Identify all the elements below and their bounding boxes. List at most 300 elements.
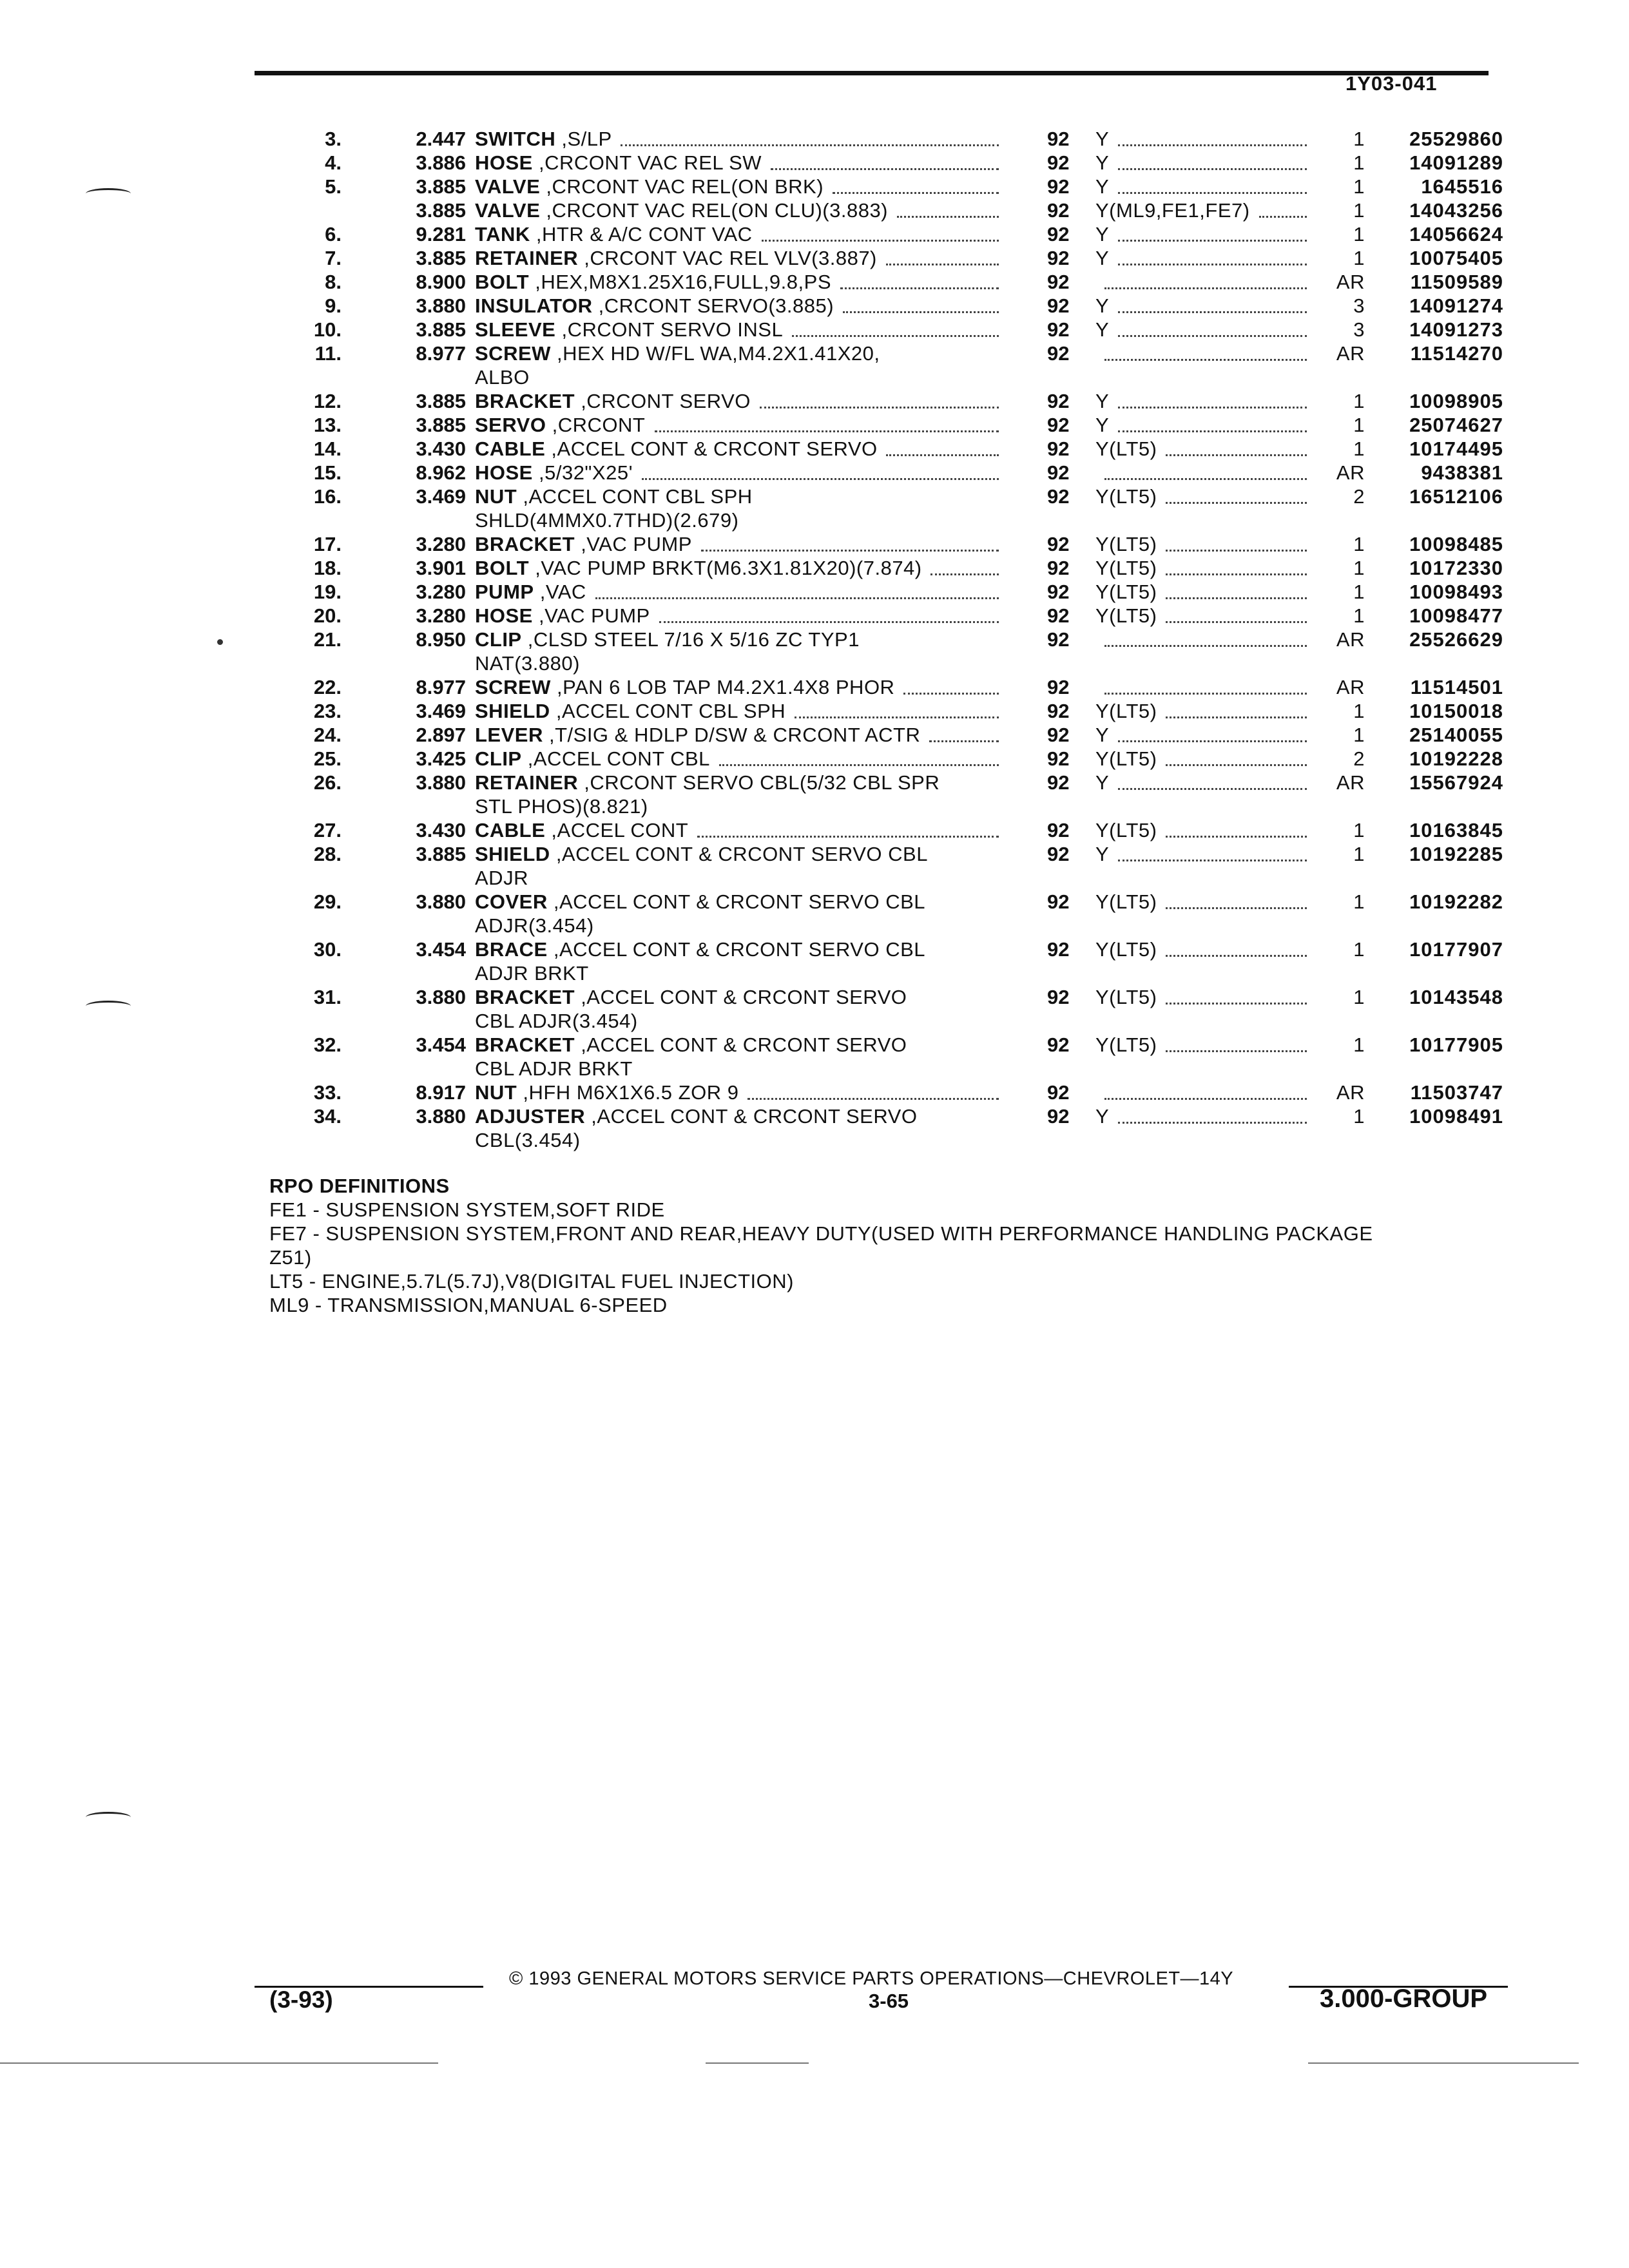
group-number: 3.885 — [416, 414, 466, 436]
binder-mark — [86, 1001, 131, 1012]
quantity: 1 — [1353, 819, 1365, 841]
quantity: 1 — [1353, 986, 1365, 1008]
model-year: 92 — [1047, 223, 1070, 245]
part-number: 14091273 — [1409, 318, 1503, 341]
group-number: 3.280 — [416, 581, 466, 603]
group-number: 3.886 — [416, 151, 466, 174]
part-name: SERVO — [475, 414, 546, 436]
part-row — [0, 580, 1629, 604]
model-year: 92 — [1047, 604, 1070, 627]
group-number: 2.447 — [416, 128, 466, 150]
quantity: 1 — [1353, 199, 1365, 222]
item-number: 25. — [313, 747, 342, 770]
part-number: 10177905 — [1409, 1033, 1503, 1056]
part-detail: ,S/LP — [561, 128, 612, 150]
part-row — [0, 318, 1629, 341]
group-number: 3.880 — [416, 771, 466, 794]
dot-leader — [886, 251, 999, 265]
item-number: 28. — [313, 843, 342, 865]
part-detail-continued: NAT(3.880) — [475, 652, 580, 675]
group-number: 8.977 — [416, 676, 466, 698]
part-detail: ,VAC PUMP — [581, 533, 692, 555]
item-number: 10. — [313, 318, 342, 341]
part-detail: ,ACCEL CONT & CRCONT SERVO — [581, 1033, 907, 1056]
quantity: 1 — [1353, 604, 1365, 627]
binder-mark — [86, 1812, 131, 1823]
dot-leader — [1104, 680, 1307, 695]
binder-mark — [86, 188, 131, 199]
part-name: INSULATOR — [475, 294, 593, 317]
model-year: 92 — [1047, 581, 1070, 603]
part-name: BOLT — [475, 271, 530, 293]
part-name: BRACKET — [475, 533, 575, 555]
part-detail: ,VAC PUMP BRKT(M6.3X1.81X20)(7.874) — [535, 557, 922, 579]
item-number: 13. — [313, 414, 342, 436]
dot-leader — [795, 704, 999, 718]
group-number: 3.885 — [416, 199, 466, 222]
dot-leader — [1166, 608, 1307, 623]
scan-speck — [217, 639, 223, 645]
part-row — [0, 699, 1629, 723]
quantity: AR — [1336, 271, 1365, 293]
group-number: 9.281 — [416, 223, 466, 245]
application: Y(LT5) — [1095, 986, 1157, 1008]
application: Y — [1095, 318, 1110, 341]
part-row — [0, 175, 1629, 198]
quantity: 1 — [1353, 175, 1365, 198]
item-number: 30. — [313, 938, 342, 961]
part-row — [0, 413, 1629, 437]
item-number: 15. — [313, 461, 342, 484]
dot-leader — [930, 561, 999, 575]
application: Y(LT5) — [1095, 533, 1157, 555]
part-row — [0, 532, 1629, 556]
part-name: BRACE — [475, 938, 548, 961]
part-name: BRACKET — [475, 1033, 575, 1056]
part-name: RETAINER — [475, 771, 579, 794]
application: Y(LT5) — [1095, 437, 1157, 460]
dot-leader — [1118, 418, 1307, 432]
part-name: CABLE — [475, 819, 546, 841]
scan-edge-line — [0, 2062, 438, 2064]
dot-leader — [642, 465, 999, 480]
item-number: 23. — [313, 700, 342, 722]
dot-leader — [1166, 584, 1307, 599]
model-year: 92 — [1047, 151, 1070, 174]
dot-leader — [762, 227, 999, 242]
dot-leader — [792, 322, 999, 337]
part-name: SLEEVE — [475, 318, 556, 341]
part-row — [0, 723, 1629, 747]
dot-leader — [929, 727, 999, 742]
dot-leader — [1118, 1109, 1307, 1124]
dot-leader — [1166, 751, 1307, 766]
part-number: 25529860 — [1409, 128, 1503, 150]
item-number: 34. — [313, 1105, 342, 1128]
model-year: 92 — [1047, 294, 1070, 317]
dot-leader — [1166, 537, 1307, 552]
quantity: 1 — [1353, 390, 1365, 412]
application: Y(LT5) — [1095, 485, 1157, 508]
dot-leader — [1104, 1085, 1307, 1100]
quantity: 1 — [1353, 890, 1365, 913]
part-detail: ,5/32"X25' — [538, 461, 633, 484]
part-detail-continued: SHLD(4MMX0.7THD)(2.679) — [475, 509, 739, 532]
dot-leader — [1118, 322, 1307, 337]
dot-leader — [701, 537, 999, 552]
part-number: 10150018 — [1409, 700, 1503, 722]
application: Y — [1095, 247, 1110, 269]
application: Y — [1095, 843, 1110, 865]
part-detail: ,ACCEL CONT CBL SPH — [555, 700, 786, 722]
application: Y — [1095, 128, 1110, 150]
rpo-line: ML9 - TRANSMISSION,MANUAL 6-SPEED — [269, 1294, 668, 1316]
dot-leader — [655, 418, 999, 432]
group-number: 3.469 — [416, 485, 466, 508]
quantity: 1 — [1353, 437, 1365, 460]
part-number: 10172330 — [1409, 557, 1503, 579]
part-number: 25526629 — [1409, 628, 1503, 651]
group-number: 3.454 — [416, 938, 466, 961]
part-name: SHIELD — [475, 700, 550, 722]
part-row — [0, 556, 1629, 580]
part-row — [0, 151, 1629, 175]
dot-leader — [1166, 1037, 1307, 1052]
model-year: 92 — [1047, 437, 1070, 460]
part-row — [0, 246, 1629, 270]
part-name: SWITCH — [475, 128, 556, 150]
part-row — [0, 127, 1629, 151]
part-row — [0, 1081, 1629, 1104]
part-description — [475, 890, 1003, 937]
group-label: 3.000-GROUP — [1320, 1984, 1488, 2013]
part-detail: ,CRCONT — [552, 414, 646, 436]
part-number: 10163845 — [1409, 819, 1503, 841]
item-number: 18. — [313, 557, 342, 579]
dot-leader — [1118, 131, 1307, 146]
dot-leader — [697, 823, 999, 838]
application: Y(LT5) — [1095, 747, 1157, 770]
part-description — [475, 771, 1003, 818]
group-number: 3.885 — [416, 175, 466, 198]
part-row — [0, 294, 1629, 318]
part-detail: ,ACCEL CONT & CRCONT SERVO CBL — [553, 890, 926, 913]
rpo-definitions — [269, 1174, 1526, 1317]
scan-edge-line — [1308, 2062, 1579, 2064]
part-name: HOSE — [475, 461, 533, 484]
dot-leader — [1166, 441, 1307, 456]
item-number: 32. — [313, 1033, 342, 1056]
model-year: 92 — [1047, 461, 1070, 484]
part-name: CLIP — [475, 628, 522, 651]
part-name: NUT — [475, 1081, 517, 1104]
group-number: 3.880 — [416, 294, 466, 317]
model-year: 92 — [1047, 271, 1070, 293]
quantity: 1 — [1353, 1105, 1365, 1128]
model-year: 92 — [1047, 485, 1070, 508]
dot-leader — [903, 680, 999, 695]
part-row — [0, 437, 1629, 461]
header-rule — [255, 71, 1489, 75]
dot-leader — [1118, 847, 1307, 861]
part-number: 11503747 — [1410, 1081, 1503, 1104]
application: Y(ML9,FE1,FE7) — [1095, 199, 1250, 222]
part-name: CABLE — [475, 437, 546, 460]
dot-leader — [843, 298, 999, 313]
quantity: 1 — [1353, 533, 1365, 555]
part-row — [0, 485, 1629, 532]
item-number: 16. — [313, 485, 342, 508]
dot-leader — [1118, 394, 1307, 408]
part-row — [0, 675, 1629, 699]
quantity: 3 — [1353, 318, 1365, 341]
item-number: 17. — [313, 533, 342, 555]
part-number: 10075405 — [1409, 247, 1503, 269]
part-row — [0, 937, 1629, 985]
part-detail: ,ACCEL CONT & CRCONT SERVO CBL — [553, 938, 926, 961]
group-number: 3.885 — [416, 318, 466, 341]
part-detail: ,ACCEL CONT & CRCONT SERVO CBL — [555, 843, 928, 865]
group-number: 8.917 — [416, 1081, 466, 1104]
dot-leader — [719, 751, 999, 766]
part-detail: ,T/SIG & HDLP D/SW & CRCONT ACTR — [548, 724, 921, 746]
model-year: 92 — [1047, 628, 1070, 651]
application: Y(LT5) — [1095, 890, 1157, 913]
part-detail-continued: CBL ADJR(3.454) — [475, 1010, 638, 1032]
part-name: CLIP — [475, 747, 522, 770]
part-description — [475, 556, 1003, 580]
quantity: 1 — [1353, 843, 1365, 865]
quantity: 1 — [1353, 414, 1365, 436]
part-detail: ,HTR & A/C CONT VAC — [535, 223, 753, 245]
part-detail: ,CRCONT SERVO — [581, 390, 751, 412]
part-detail: ,VAC PUMP — [538, 604, 650, 627]
part-name: SHIELD — [475, 843, 550, 865]
part-description — [475, 628, 1003, 675]
part-number: 25140055 — [1409, 724, 1503, 746]
part-detail: ,CRCONT VAC REL VLV(3.887) — [584, 247, 877, 269]
dot-leader — [1166, 823, 1307, 838]
part-row — [0, 747, 1629, 771]
part-name: TANK — [475, 223, 530, 245]
application: Y — [1095, 414, 1110, 436]
part-detail: ,HFH M6X1X6.5 ZOR 9 — [523, 1081, 739, 1104]
part-description — [475, 937, 1003, 985]
part-detail: ,ACCEL CONT — [551, 819, 689, 841]
part-name: VALVE — [475, 175, 541, 198]
part-name: NUT — [475, 485, 517, 508]
part-number: 11509589 — [1410, 271, 1503, 293]
quantity: 1 — [1353, 557, 1365, 579]
group-number: 3.880 — [416, 1105, 466, 1128]
part-name: COVER — [475, 890, 548, 913]
part-row — [0, 222, 1629, 246]
part-description — [475, 723, 1003, 747]
part-number: 11514270 — [1410, 342, 1503, 365]
model-year: 92 — [1047, 342, 1070, 365]
part-detail: ,ACCEL CONT & CRCONT SERVO — [581, 986, 907, 1008]
part-name: PUMP — [475, 581, 534, 603]
rpo-line: FE7 - SUSPENSION SYSTEM,FRONT AND REAR,HEAVY DUTY(USED WITH PERFORMANCE HANDLING PACKAGE — [269, 1222, 1373, 1245]
part-number: 14091289 — [1409, 151, 1503, 174]
part-row — [0, 1033, 1629, 1081]
part-row — [0, 842, 1629, 890]
dot-leader — [1166, 489, 1307, 504]
model-year: 92 — [1047, 414, 1070, 436]
application: Y — [1095, 223, 1110, 245]
part-name: VALVE — [475, 199, 541, 222]
part-number: 10143548 — [1409, 986, 1503, 1008]
part-number: 11514501 — [1410, 676, 1503, 698]
rpo-heading: RPO DEFINITIONS — [269, 1175, 450, 1197]
dot-leader — [1104, 346, 1307, 361]
quantity: 2 — [1353, 485, 1365, 508]
part-description — [475, 842, 1003, 890]
rpo-line: Z51) — [269, 1246, 312, 1269]
part-number: 10098485 — [1409, 533, 1503, 555]
part-detail-continued: ADJR(3.454) — [475, 914, 594, 937]
item-number: 12. — [313, 390, 342, 412]
application: Y(LT5) — [1095, 557, 1157, 579]
dot-leader — [771, 155, 999, 170]
dot-leader — [1118, 251, 1307, 265]
part-name: HOSE — [475, 151, 533, 174]
model-year: 92 — [1047, 747, 1070, 770]
item-number: 9. — [325, 294, 342, 317]
part-number: 10192282 — [1409, 890, 1503, 913]
part-detail: ,CRCONT SERVO(3.885) — [598, 294, 834, 317]
dot-leader — [659, 608, 999, 623]
quantity: 1 — [1353, 128, 1365, 150]
dot-leader — [1166, 990, 1307, 1004]
model-year: 92 — [1047, 819, 1070, 841]
dot-leader — [595, 584, 999, 599]
part-detail: ,ACCEL CONT CBL SPH — [523, 485, 753, 508]
quantity: AR — [1336, 461, 1365, 484]
application: Y — [1095, 175, 1110, 198]
part-detail: ,CRCONT VAC REL(ON BRK) — [546, 175, 824, 198]
model-year: 92 — [1047, 843, 1070, 865]
part-row — [0, 985, 1629, 1033]
part-description — [475, 985, 1003, 1033]
dot-leader — [1104, 632, 1307, 647]
part-number: 10174495 — [1409, 437, 1503, 460]
part-number: 10192285 — [1409, 843, 1503, 865]
dot-leader — [886, 441, 999, 456]
part-detail: ,PAN 6 LOB TAP M4.2X1.4X8 PHOR — [557, 676, 895, 698]
application: Y — [1095, 724, 1110, 746]
part-number: 25074627 — [1409, 414, 1503, 436]
quantity: AR — [1336, 676, 1365, 698]
part-detail-continued: ADJR BRKT — [475, 962, 589, 985]
part-name: BRACKET — [475, 390, 575, 412]
scan-edge-line — [706, 2062, 809, 2064]
group-number: 3.885 — [416, 390, 466, 412]
group-number: 8.962 — [416, 461, 466, 484]
part-detail: ,ACCEL CONT CBL — [527, 747, 710, 770]
part-detail: ,CRCONT VAC REL(ON CLU)(3.883) — [546, 199, 889, 222]
part-number: 15567924 — [1409, 771, 1503, 794]
model-year: 92 — [1047, 318, 1070, 341]
dot-leader — [1104, 274, 1307, 289]
group-number: 3.454 — [416, 1033, 466, 1056]
group-number: 3.880 — [416, 986, 466, 1008]
part-name: ADJUSTER — [475, 1105, 586, 1128]
part-description — [475, 485, 1003, 532]
model-year: 92 — [1047, 199, 1070, 222]
part-number: 14043256 — [1409, 199, 1503, 222]
group-number: 8.977 — [416, 342, 466, 365]
part-row — [0, 270, 1629, 294]
part-row — [0, 198, 1629, 222]
dot-leader — [1118, 775, 1307, 790]
item-number: 29. — [313, 890, 342, 913]
quantity: 1 — [1353, 1033, 1365, 1056]
part-name: SCREW — [475, 676, 551, 698]
rpo-line: FE1 - SUSPENSION SYSTEM,SOFT RIDE — [269, 1198, 665, 1221]
part-row — [0, 389, 1629, 413]
part-name: SCREW — [475, 342, 551, 365]
model-year: 92 — [1047, 724, 1070, 746]
part-description — [475, 1104, 1003, 1152]
copyright-notice: © 1993 GENERAL MOTORS SERVICE PARTS OPERATIONS—CHEVROLET—14Y — [509, 1968, 1234, 1989]
application: Y(LT5) — [1095, 581, 1157, 603]
revision-date: (3-93) — [269, 1986, 333, 2013]
quantity: AR — [1336, 628, 1365, 651]
item-number: 3. — [325, 128, 342, 150]
group-number: 8.950 — [416, 628, 466, 651]
dot-leader — [1166, 561, 1307, 575]
part-row — [0, 604, 1629, 628]
dot-leader — [1259, 203, 1307, 218]
quantity: 1 — [1353, 581, 1365, 603]
model-year: 92 — [1047, 676, 1070, 698]
part-number: 16512106 — [1409, 485, 1503, 508]
item-number: 26. — [313, 771, 342, 794]
part-row — [0, 461, 1629, 485]
dot-leader — [621, 131, 999, 146]
dot-leader — [897, 203, 999, 218]
application: Y(LT5) — [1095, 700, 1157, 722]
quantity: 1 — [1353, 151, 1365, 174]
group-number: 3.430 — [416, 819, 466, 841]
part-name: BRACKET — [475, 986, 575, 1008]
application: Y — [1095, 390, 1110, 412]
item-number: 19. — [313, 581, 342, 603]
group-number: 3.885 — [416, 843, 466, 865]
model-year: 92 — [1047, 938, 1070, 961]
application: Y(LT5) — [1095, 938, 1157, 961]
item-number: 21. — [313, 628, 342, 651]
model-year: 92 — [1047, 986, 1070, 1008]
quantity: AR — [1336, 1081, 1365, 1104]
part-detail-continued: STL PHOS)(8.821) — [475, 795, 648, 818]
group-number: 3.280 — [416, 533, 466, 555]
part-description — [475, 1033, 1003, 1081]
group-number: 3.469 — [416, 700, 466, 722]
model-year: 92 — [1047, 890, 1070, 913]
group-number: 3.430 — [416, 437, 466, 460]
model-year: 92 — [1047, 771, 1070, 794]
quantity: 1 — [1353, 247, 1365, 269]
model-year: 92 — [1047, 557, 1070, 579]
document-code: 1Y03-041 — [1345, 72, 1438, 95]
item-number: 5. — [325, 175, 342, 198]
quantity: 2 — [1353, 747, 1365, 770]
dot-leader — [1118, 298, 1307, 313]
dot-leader — [1118, 155, 1307, 170]
part-row — [0, 628, 1629, 675]
